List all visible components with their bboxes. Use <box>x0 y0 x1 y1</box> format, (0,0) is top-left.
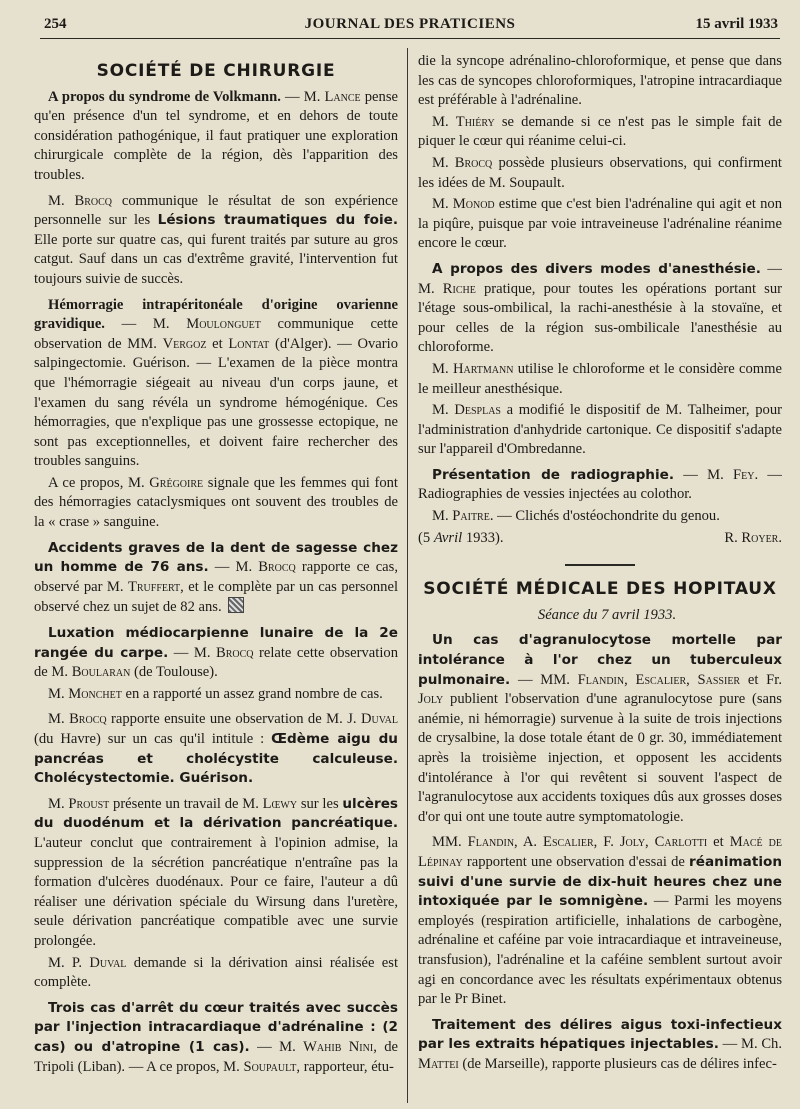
paragraph-oedeme-pancreas: M. Brocq rapporte ensuite une observation de M. J. Duval (du Havre) sur un cas qu'il intitule : Œdème aigu du pancréas et cholécystite calculeuse. Cholécystectomie. Guérison. <box>34 711 398 787</box>
paragraph-gregoire: A ce propos, M. Grégoire signale que les femmes qui font des hémorragies cataclysmiques ont souvent des troubles de la « crase » sanguine. <box>34 474 398 531</box>
paragraph-dent-sagesse: Accidents graves de la dent de sagesse chez un homme de 76 ans. — M. Brocq rapporte ce cas, observé par M. Truffert, et le complète par un cas personnel observé chez un sujet de 82 ans. <box>34 539 398 616</box>
paragraph-ulceres-duodenum: M. Proust présente un travail de M. Lœwy sur les ulcères du duodénum et la dérivation pancréatique. L'auteur conclut que contrairement à l'opinion admise, la suppression de la sécrétion pancréatique n'entraîne pas la formation d'ulcères duodénaux. Pour ce faire, l'auteur a dû réaliser une dérivation spéciale du Wirsung dans l'uretère, seule dérivation pancréatique compatible avec une survie prolongée. <box>34 795 398 949</box>
journal-title: JOURNAL DES PRATICIENS <box>304 16 516 32</box>
paragraph-hartmann: M. Hartmann utilise le chloroforme et le considère comme le meilleur anesthésique. <box>418 360 782 397</box>
paragraph-monod: M. Monod estime que c'est bien l'adrénaline qui agit et non la piqûre, puisque par voie intraveineuse l'adrénaline réanime encore le cœur. <box>418 196 782 252</box>
paragraph-thiery: M. Thiéry se demande si ce n'est pas le simple fait de piquer le cœur qui réanime celui-ci. <box>418 113 782 150</box>
paragraph-hemorragie: Hémorragie intrapéritonéale d'origine ovarienne gravidique. — M. Moulonguet communique cette observation de MM. Vergoz et Lontat (d'Alger). — Ovario salpingectomie. Guérison. — L'examen de la pièce montra que l'hémorragie siégeait au niveau d'un corps jaune, et l'examen du sang révéla un syndrome hémogénique. Ces hémorragies, que n'explique pas une grossesse ectopique, ne sont pas exceptionnelles, et doivent faire rechercher des troubles sanguins. <box>34 296 398 470</box>
left-column <box>34 52 398 1102</box>
issue-date: 15 avril 1933 <box>695 16 778 32</box>
signature-author: R. Royer. <box>724 529 782 546</box>
paragraph-reanimation: MM. Flandin, A. Escalier, F. Joly, Carlotti et Macé de Lépinay rapportent une observation d'essai de réanimation suivi d'une survie de dix-huit heures chez une intoxiquée par le somnigène. — Parmi les moyens employés (respiration artificielle, inhalations de carbogène, adrénaline et caféine par voie intracardiaque et intraveineuse, transfusion), l'adrénaline et la caféine semblent surtout avoir agi en concordance avec les résultats expérimentaux obtenus par le Pr Binet. <box>418 834 782 1008</box>
paragraph-radiographie: Présentation de radiographie. — M. Fey. — Radiographies de vessies injectées au colothor. <box>418 466 782 503</box>
section-separator <box>565 564 635 566</box>
paragraph-lesions-foie: M. Brocq communique le résultat de son expérience personnelle sur les Lésions traumatiques du foie. Elle porte sur quatre cas, qui furent traités par suture au gros catgut. Sauf dans un cas d'extrême gravité, l'intervention fut toujours suivie de succès. <box>34 192 398 287</box>
paragraph-arret-coeur: Trois cas d'arrêt du cœur traités avec succès par l'injection intracardiaque d'adrénaline : (2 cas) ou d'atropine (1 cas). — M. Wahib Nini, de Tripoli (Liban). — A ce propos, M. Soupault, rapporteur, étu- <box>34 999 398 1075</box>
paragraph-agranulocytose: Un cas d'agranulocytose mortelle par intolérance à l'or chez un tuberculeux pulmonaire. — MM. Flandin, Escalier, Sassier et Fr. Joly publient l'observation d'une agranulocytose pure (sans anémie, ni hémorragie) survenue à la suite de trois injections de crysalbine, la dose totale étant de 0 gr. 30, immédiatement après la troisième injection, et opposent les accidents d'intolérance à l'or qui revêtent si souvent l'aspect de l'agranulocytose aux accidents toxiques dûs aux grosses doses d'or qui ont une toute autre symptomatologie. <box>418 632 782 825</box>
stamp-icon <box>228 597 244 613</box>
paragraph-paitre: M. Paitre. — Clichés d'ostéochondrite du genou. <box>432 508 720 525</box>
paragraph-syncope-cont: die la syncope adrénalino-chloroformique, et pense que dans les cas de syncopes chloroformiques, l'atropine intracardiaque est préférable à l'adrénaline. <box>418 53 782 109</box>
paragraph-duval-question: M. P. Duval demande si la dérivation ainsi réalisée est complète. <box>34 954 398 991</box>
section-title-chirurgie: SOCIÉTÉ DE CHIRURGIE <box>96 61 336 81</box>
section-title-hopitaux: SOCIÉTÉ MÉDICALE DES HOPITAUX <box>423 579 777 600</box>
paragraph-brocq-observations: M. Brocq possède plusieurs observations, qui confirment les idées de M. Soupault. <box>418 154 782 191</box>
column-divider <box>407 48 408 1103</box>
page-number: 254 <box>44 16 67 32</box>
page-header <box>40 14 780 39</box>
signature-date: (5 Avril 1933). <box>418 529 504 546</box>
signature-line <box>418 529 782 549</box>
paragraph-luxation: Luxation médiocarpienne lunaire de la 2e rangée du carpe. — M. Brocq relate cette observation de M. Boularan (de Toulouse). <box>34 625 398 681</box>
paragraph-monchet: M. Monchet en a rapporté un assez grand nombre de cas. <box>48 685 383 702</box>
paragraph-delires-aigus: Traitement des délires aigus toxi-infectieux par les extraits hépatiques injectables. — M. Ch. Mattei (de Marseille), rapporte plusieurs cas de délires infec- <box>418 1016 782 1072</box>
paragraph-anesthesie: A propos des divers modes d'anesthésie. — M. Riche pratique, pour toutes les opérations portant sur l'étage sous-ombilical, la rachi-anesthésie à la stovaïne, et pour celles de la région sus-ombilicale l'anesthésie au chloroforme. <box>418 260 782 356</box>
paragraph-desplas: M. Desplas a modifié le dispositif de M. Talheimer, pour l'administration d'anhydride cartonique. Ce dispositif s'adapte sur l'appareil d'Ombredanne. <box>418 402 782 458</box>
seance-date: Séance du 7 avril 1933. <box>537 606 677 623</box>
paragraph-volkmann: A propos du syndrome de Volkmann. — M. Lance pense qu'en présence d'un tel syndrome, et en dehors de toute considération pathogénique, il faut pratiquer une exploration chirurgicale complète de la région, dès l'apparition des troubles. <box>34 88 398 183</box>
right-column <box>418 52 782 1102</box>
